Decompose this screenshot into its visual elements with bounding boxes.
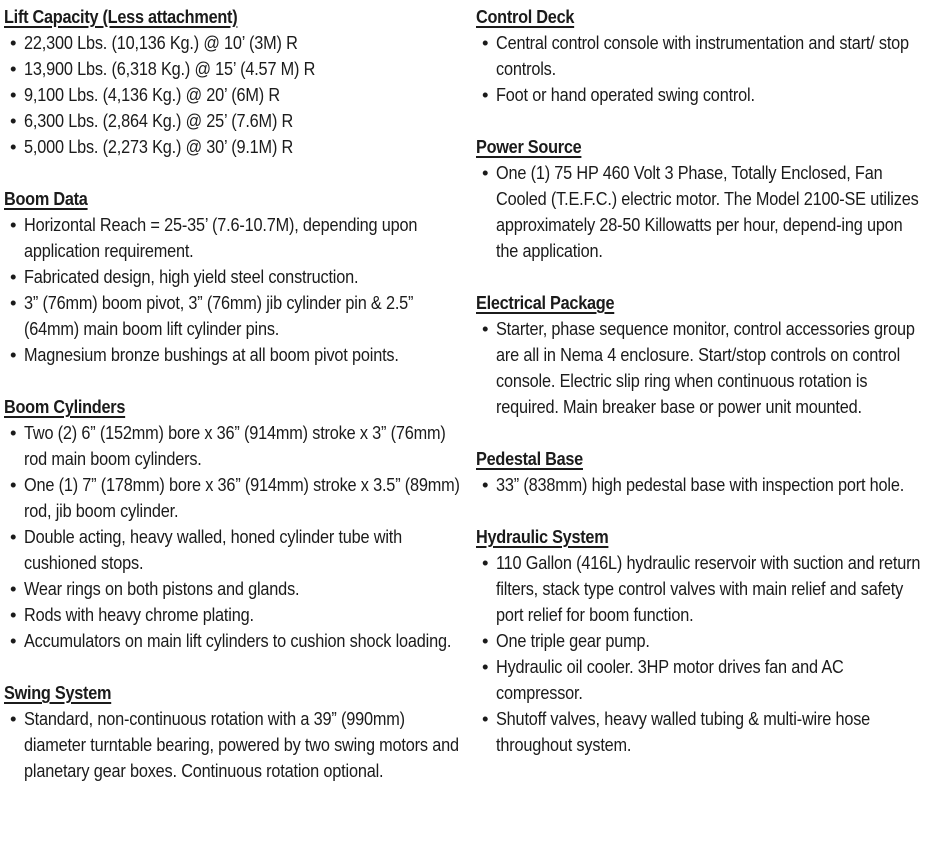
list-item: • Horizontal Reach = 25-35’ (7.6-10.7M), depending upon application requirement. [10, 214, 418, 261]
list-item: • 3” (76mm) boom pivot, 3” (76mm) jib cylinder pin & 2.5” (64mm) main boom lift cylinder pins. [10, 292, 414, 339]
electrical-package-list [476, 316, 926, 420]
list-item: • Two (2) 6” (152mm) bore x 36” (914mm) stroke x 3” (76mm) rod main boom cylinders. [10, 422, 446, 469]
power-source-list [476, 160, 926, 264]
list-item: • One (1) 75 HP 460 Volt 3 Phase, Totally Enclosed, Fan Cooled (T.E.F.C.) electric motor. The Model 2100-SE utilizes approximately 28-50 Killowatts per hour, depend-ing upon the application. [482, 162, 919, 261]
section-title-control-deck: Control Deck [476, 6, 575, 27]
left-column [4, 4, 466, 784]
list-item: • 9,100 Lbs. (4,136 Kg.) @ 20’ (6M) R [10, 84, 280, 105]
list-item: • Accumulators on main lift cylinders to cushion shock loading. [10, 630, 452, 651]
list-item: • Foot or hand operated swing control. [482, 84, 755, 105]
list-item: • 5,000 Lbs. (2,273 Kg.) @ 30’ (9.1M) R [10, 136, 294, 157]
boom-cylinders-section [4, 394, 466, 654]
section-title-boom-cylinders: Boom Cylinders [4, 396, 126, 417]
list-item: • 33” (838mm) high pedestal base with inspection port hole. [482, 474, 905, 495]
list-item: • Wear rings on both pistons and glands. [10, 578, 300, 599]
section-title-power-source: Power Source [476, 136, 582, 157]
electrical-package-section [476, 290, 926, 420]
list-item: • One (1) 7” (178mm) bore x 36” (914mm) stroke x 3.5” (89mm) rod, jib boom cylinder. [10, 474, 460, 521]
list-item: • Starter, phase sequence monitor, control accessories group are all in Nema 4 enclosure. Start/stop controls on control console. Electric slip ring when continuous rotation is required. Main breaker base or power unit mounted. [482, 318, 915, 417]
section-title-pedestal-base: Pedestal Base [476, 448, 583, 469]
list-item: • Central control console with instrumentation and start/ stop controls. [482, 32, 909, 79]
section-title-electrical-package: Electrical Package [476, 292, 615, 313]
lift-capacity-section [4, 4, 466, 160]
hydraulic-system-section [476, 524, 926, 758]
list-item: • 110 Gallon (416L) hydraulic reservoir with suction and return filters, stack type control valves with main relief and safety port relief for boom function. [482, 552, 921, 625]
pedestal-base-section [476, 446, 926, 498]
list-item: • Rods with heavy chrome plating. [10, 604, 254, 625]
list-item: • Shutoff valves, heavy walled tubing & multi-wire hose throughout system. [482, 708, 871, 755]
list-item: • Double acting, heavy walled, honed cylinder tube with cushioned stops. [10, 526, 403, 573]
power-source-section [476, 134, 926, 264]
pedestal-base-list [476, 472, 926, 498]
swing-system-list [4, 706, 466, 784]
right-column [476, 4, 926, 758]
section-title-boom-data: Boom Data [4, 188, 88, 209]
list-item: • Hydraulic oil cooler. 3HP motor drives fan and AC compressor. [482, 656, 844, 703]
section-title-lift-capacity: Lift Capacity (Less attachment) [4, 6, 238, 27]
list-item: • 22,300 Lbs. (10,136 Kg.) @ 10’ (3M) R [10, 32, 298, 53]
boom-data-list [4, 212, 466, 368]
hydraulic-system-list [476, 550, 926, 758]
section-title-hydraulic-system: Hydraulic System [476, 526, 609, 547]
control-deck-list [476, 30, 926, 108]
boom-data-section [4, 186, 466, 368]
section-title-swing-system: Swing System [4, 682, 112, 703]
lift-capacity-list [4, 30, 466, 160]
list-item: • Magnesium bronze bushings at all boom pivot points. [10, 344, 399, 365]
list-item: • One triple gear pump. [482, 630, 650, 651]
list-item: • Fabricated design, high yield steel construction. [10, 266, 359, 287]
list-item: • Standard, non-continuous rotation with a 39” (990mm) diameter turntable bearing, powered by two swing motors and planetary gear boxes. Continuous rotation optional. [10, 708, 459, 781]
swing-system-section [4, 680, 466, 784]
list-item: • 13,900 Lbs. (6,318 Kg.) @ 15’ (4.57 M) R [10, 58, 316, 79]
control-deck-section [476, 4, 926, 108]
list-item: • 6,300 Lbs. (2,864 Kg.) @ 25’ (7.6M) R [10, 110, 294, 131]
boom-cylinders-list [4, 420, 466, 654]
